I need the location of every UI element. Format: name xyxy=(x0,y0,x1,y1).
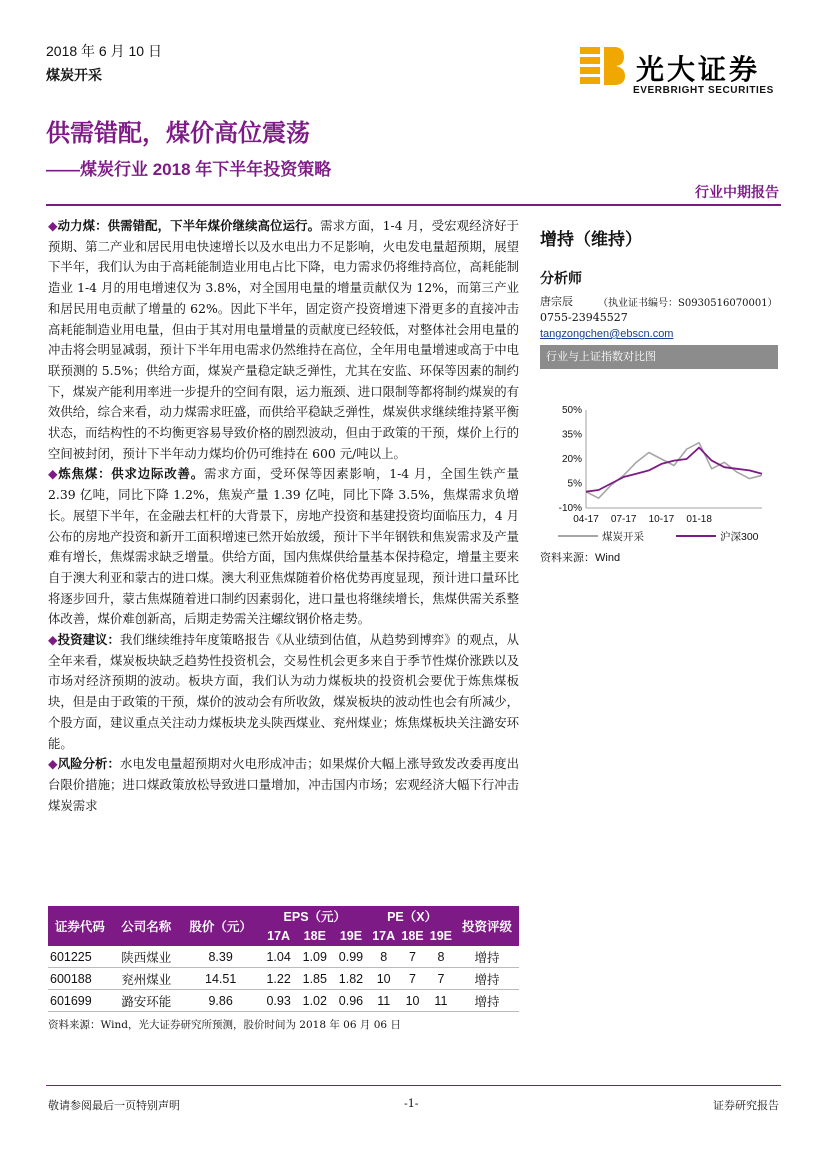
section-thermal-coal xyxy=(48,216,519,464)
summary-body xyxy=(48,216,519,816)
table-source: 资料来源：Wind，光大证券研究所预测，股价时间为 2018 年 06 月 06 日 xyxy=(48,1019,401,1031)
table-cell: 7 xyxy=(398,946,426,968)
section-lead: 动力煤：供需错配，下半年煤价继续高位运行。 xyxy=(57,218,321,233)
table-cell: 1.22 xyxy=(261,968,297,990)
section-lead: 炼焦煤：供求边际改善。 xyxy=(58,466,204,482)
table-cell: 10 xyxy=(398,990,426,1012)
table-cell: 0.99 xyxy=(333,946,369,968)
sub-pe-17a: 17A xyxy=(369,926,398,946)
table-cell: 601699 xyxy=(48,990,112,1012)
diamond-bullet-icon: ◆ xyxy=(48,632,58,648)
table-cell: 增持 xyxy=(455,990,519,1012)
analyst-email-link[interactable]: tangzongchen@ebscn.com xyxy=(540,328,674,340)
header-pe: PE（X） xyxy=(369,906,455,926)
header-divider xyxy=(46,204,781,206)
header-rating: 投资评级 xyxy=(455,906,519,946)
valuation-table xyxy=(48,906,519,1012)
y-tick-label: 50% xyxy=(561,405,582,416)
header-name: 公司名称 xyxy=(112,906,181,946)
rating: 增持（维持） xyxy=(540,230,642,249)
report-subtitle: ——煤炭行业 2018 年下半年投资策略 xyxy=(46,160,332,179)
legend-label: 煤炭开采 xyxy=(602,531,644,543)
table-cell: 7 xyxy=(398,968,426,990)
analyst-phone: 0755-23945527 xyxy=(540,311,628,324)
table-cell: 兖州煤业 xyxy=(112,968,181,990)
table-cell: 增持 xyxy=(455,968,519,990)
table-cell: 14.51 xyxy=(181,968,261,990)
section-coking-coal xyxy=(48,464,519,630)
table-cell: 1.04 xyxy=(261,946,297,968)
diamond-bullet-icon: ◆ xyxy=(48,218,58,233)
section-text: 需求方面，受环保等因素影响，1-4 月，全国生铁产量 2.39 亿吨，同比下降 1.2%，焦炭产量 1.39 亿吨，同比下降 3.5%，焦煤需求负增长。展望下半年，在金融去杠杆的大背景下，房地产投资和基建投资均面临压力，4 月公布的房地产投资和新开工面积增速已然开始放缓，预计下半年钢铁和焦炭需求及产量难有增长，焦煤需求缺乏增量。供给方面，国内焦煤供给量基本保持稳定，增量主要来自于澳大利亚和蒙古的进口煤。澳大利亚焦煤随着价格优势再度显现，预计进口量环比将逐步回升，蒙古焦煤随着进口制约因素弱化，进口量也将继续增长，焦煤供需关系整体改善，煤价难创新高，后期走势需关注螺纹钢价格走势。 xyxy=(48,466,519,627)
analyst-cert: （执业证书编号：S0930516070001） xyxy=(598,298,778,309)
x-tick-label: 10-17 xyxy=(648,514,675,525)
logo-english-text: EVERBRIGHT SECURITIES xyxy=(633,85,774,96)
analyst-heading: 分析师 xyxy=(540,270,582,286)
chart-title: 行业与上证指数对比图 xyxy=(540,345,778,369)
section-text: 我们继续维持年度策略报告《从业绩到估值，从趋势到博弈》的观点，从全年来看，煤炭板块缺乏趋势性投资机会，交易性机会更多来自于季节性煤价涨跌以及市场对经济预期的波动。板块方面，我们认为动力煤板块的投资机会要优于炼焦煤板块，但是由于政策的干预，煤价的波动会有所收敛，煤炭板块的波动性也会有所减少，个股方面，建议重点关注动力煤板块龙头陕西煤业、兖州煤业；炼焦煤板块关注潞安环能。 xyxy=(48,632,520,751)
table-cell: 0.93 xyxy=(261,990,297,1012)
table-cell: 11 xyxy=(427,990,455,1012)
x-tick-label: 04-17 xyxy=(573,514,599,525)
y-tick-label: 5% xyxy=(567,478,582,490)
table-row xyxy=(48,990,519,1012)
analyst-name: 唐宗辰 xyxy=(540,296,573,308)
legend-label: 沪深300 xyxy=(720,531,759,543)
sub-eps-18e: 18E xyxy=(297,926,333,946)
sub-eps-19e: 19E xyxy=(333,926,369,946)
chart-source: 资料来源：Wind xyxy=(540,552,621,564)
table-cell: 7 xyxy=(427,968,455,990)
report-date: 2018 年 6 月 10 日 xyxy=(46,43,162,59)
section-investment-advice xyxy=(48,630,519,754)
table-row xyxy=(48,946,519,968)
table-cell: 10 xyxy=(369,968,398,990)
section-lead: 风险分析： xyxy=(57,756,120,772)
report-type: 行业中期报告 xyxy=(695,184,779,200)
footer-disclaimer: 敬请参阅最后一页特别声明 xyxy=(48,1099,180,1112)
table-cell: 1.09 xyxy=(297,946,333,968)
x-tick-label: 01-18 xyxy=(686,514,712,525)
section-text: 水电发电量超预期对火电形成冲击；如果煤价大幅上涨导致发改委再度出台限价措施；进口煤政策放松导致进口量增加，冲击国内市场；宏观经济大幅下行冲击煤炭需求 xyxy=(48,756,520,813)
table-cell: 1.82 xyxy=(333,968,369,990)
sub-pe-19e: 19E xyxy=(427,926,455,946)
table-row xyxy=(48,968,519,990)
sector-label: 煤炭开采 xyxy=(46,67,102,83)
table-cell: 1.02 xyxy=(297,990,333,1012)
logo-chinese-text: 光大证券 xyxy=(636,53,761,86)
page-number: -1- xyxy=(404,1097,419,1110)
table-cell: 8 xyxy=(427,946,455,968)
index-comparison-chart xyxy=(540,400,778,550)
table-cell: 601225 xyxy=(48,946,112,968)
diamond-bullet-icon: ◆ xyxy=(48,466,59,482)
report-title: 供需错配，煤价高位震荡 xyxy=(46,120,310,147)
y-tick-label: -10% xyxy=(558,503,582,514)
sub-pe-18e: 18E xyxy=(398,926,426,946)
everbright-logo-icon xyxy=(580,45,626,91)
table-cell: 1.85 xyxy=(297,968,333,990)
table-cell: 8 xyxy=(369,946,398,968)
section-lead: 投资建议： xyxy=(57,632,120,648)
table-cell: 9.86 xyxy=(181,990,261,1012)
header-price: 股价（元） xyxy=(181,906,261,946)
header-code: 证券代码 xyxy=(48,906,112,946)
x-tick-label: 07-17 xyxy=(610,514,637,525)
table-header-row xyxy=(48,906,519,926)
table-cell: 600188 xyxy=(48,968,112,990)
header-eps: EPS（元） xyxy=(261,906,370,926)
series-line-0 xyxy=(586,443,762,499)
sub-eps-17a: 17A xyxy=(261,926,297,946)
table-cell: 11 xyxy=(369,990,398,1012)
section-text: 需求方面，1-4 月，受宏观经济好于预期、第二产业和居民用电快速增长以及水电出力不足影响，火电发电量超预期，展望下半年，我们认为由于高耗能制造业用电占比下降，电力需求仍将维持高位，高耗能制造业 1-4 月的用电增速仅为 3.8%，对全国用电量的增量贡献仅为 12%，而第三产业和居民用电贡献了增量的 62%。因此下半年，固定资产投资增速下滑更多的直接冲击高耗能制造业用电量，但由于其对用电量增量的贡献度已经较低，对整体社会用电量的冲击将会明显减弱，预计下半年用电需求仍然维持在高位，全年用电量增速或高于中电联预测的 5.5%；供给方面，煤炭产量稳定缺乏弹性，尤其在安监、环保等因素的制约下，煤炭产能利用率进一步提升的空间有限，运力瓶颈、进口限制等都将制约煤炭的有效供给，综合来看，动力煤需求旺盛，而供给平稳缺乏弹性，煤炭供求继续维持紧平衡状态，而结构性的不均衡更容易导致价格的剧烈波动，但由于政策的干预，煤价上行的空间被封闭，预计下半年动力煤均价仍可维持在 600 元/吨以上。 xyxy=(48,218,519,461)
table-cell: 8.39 xyxy=(181,946,261,968)
y-tick-label: 35% xyxy=(561,429,582,441)
diamond-bullet-icon: ◆ xyxy=(48,756,58,772)
table-cell: 0.96 xyxy=(333,990,369,1012)
footer-divider xyxy=(46,1085,781,1086)
table-cell: 陕西煤业 xyxy=(112,946,181,968)
section-risk xyxy=(48,754,519,816)
table-cell: 增持 xyxy=(455,946,519,968)
table-cell: 潞安环能 xyxy=(112,990,181,1012)
footer-report-label: 证券研究报告 xyxy=(713,1099,779,1112)
y-tick-label: 20% xyxy=(561,454,582,465)
